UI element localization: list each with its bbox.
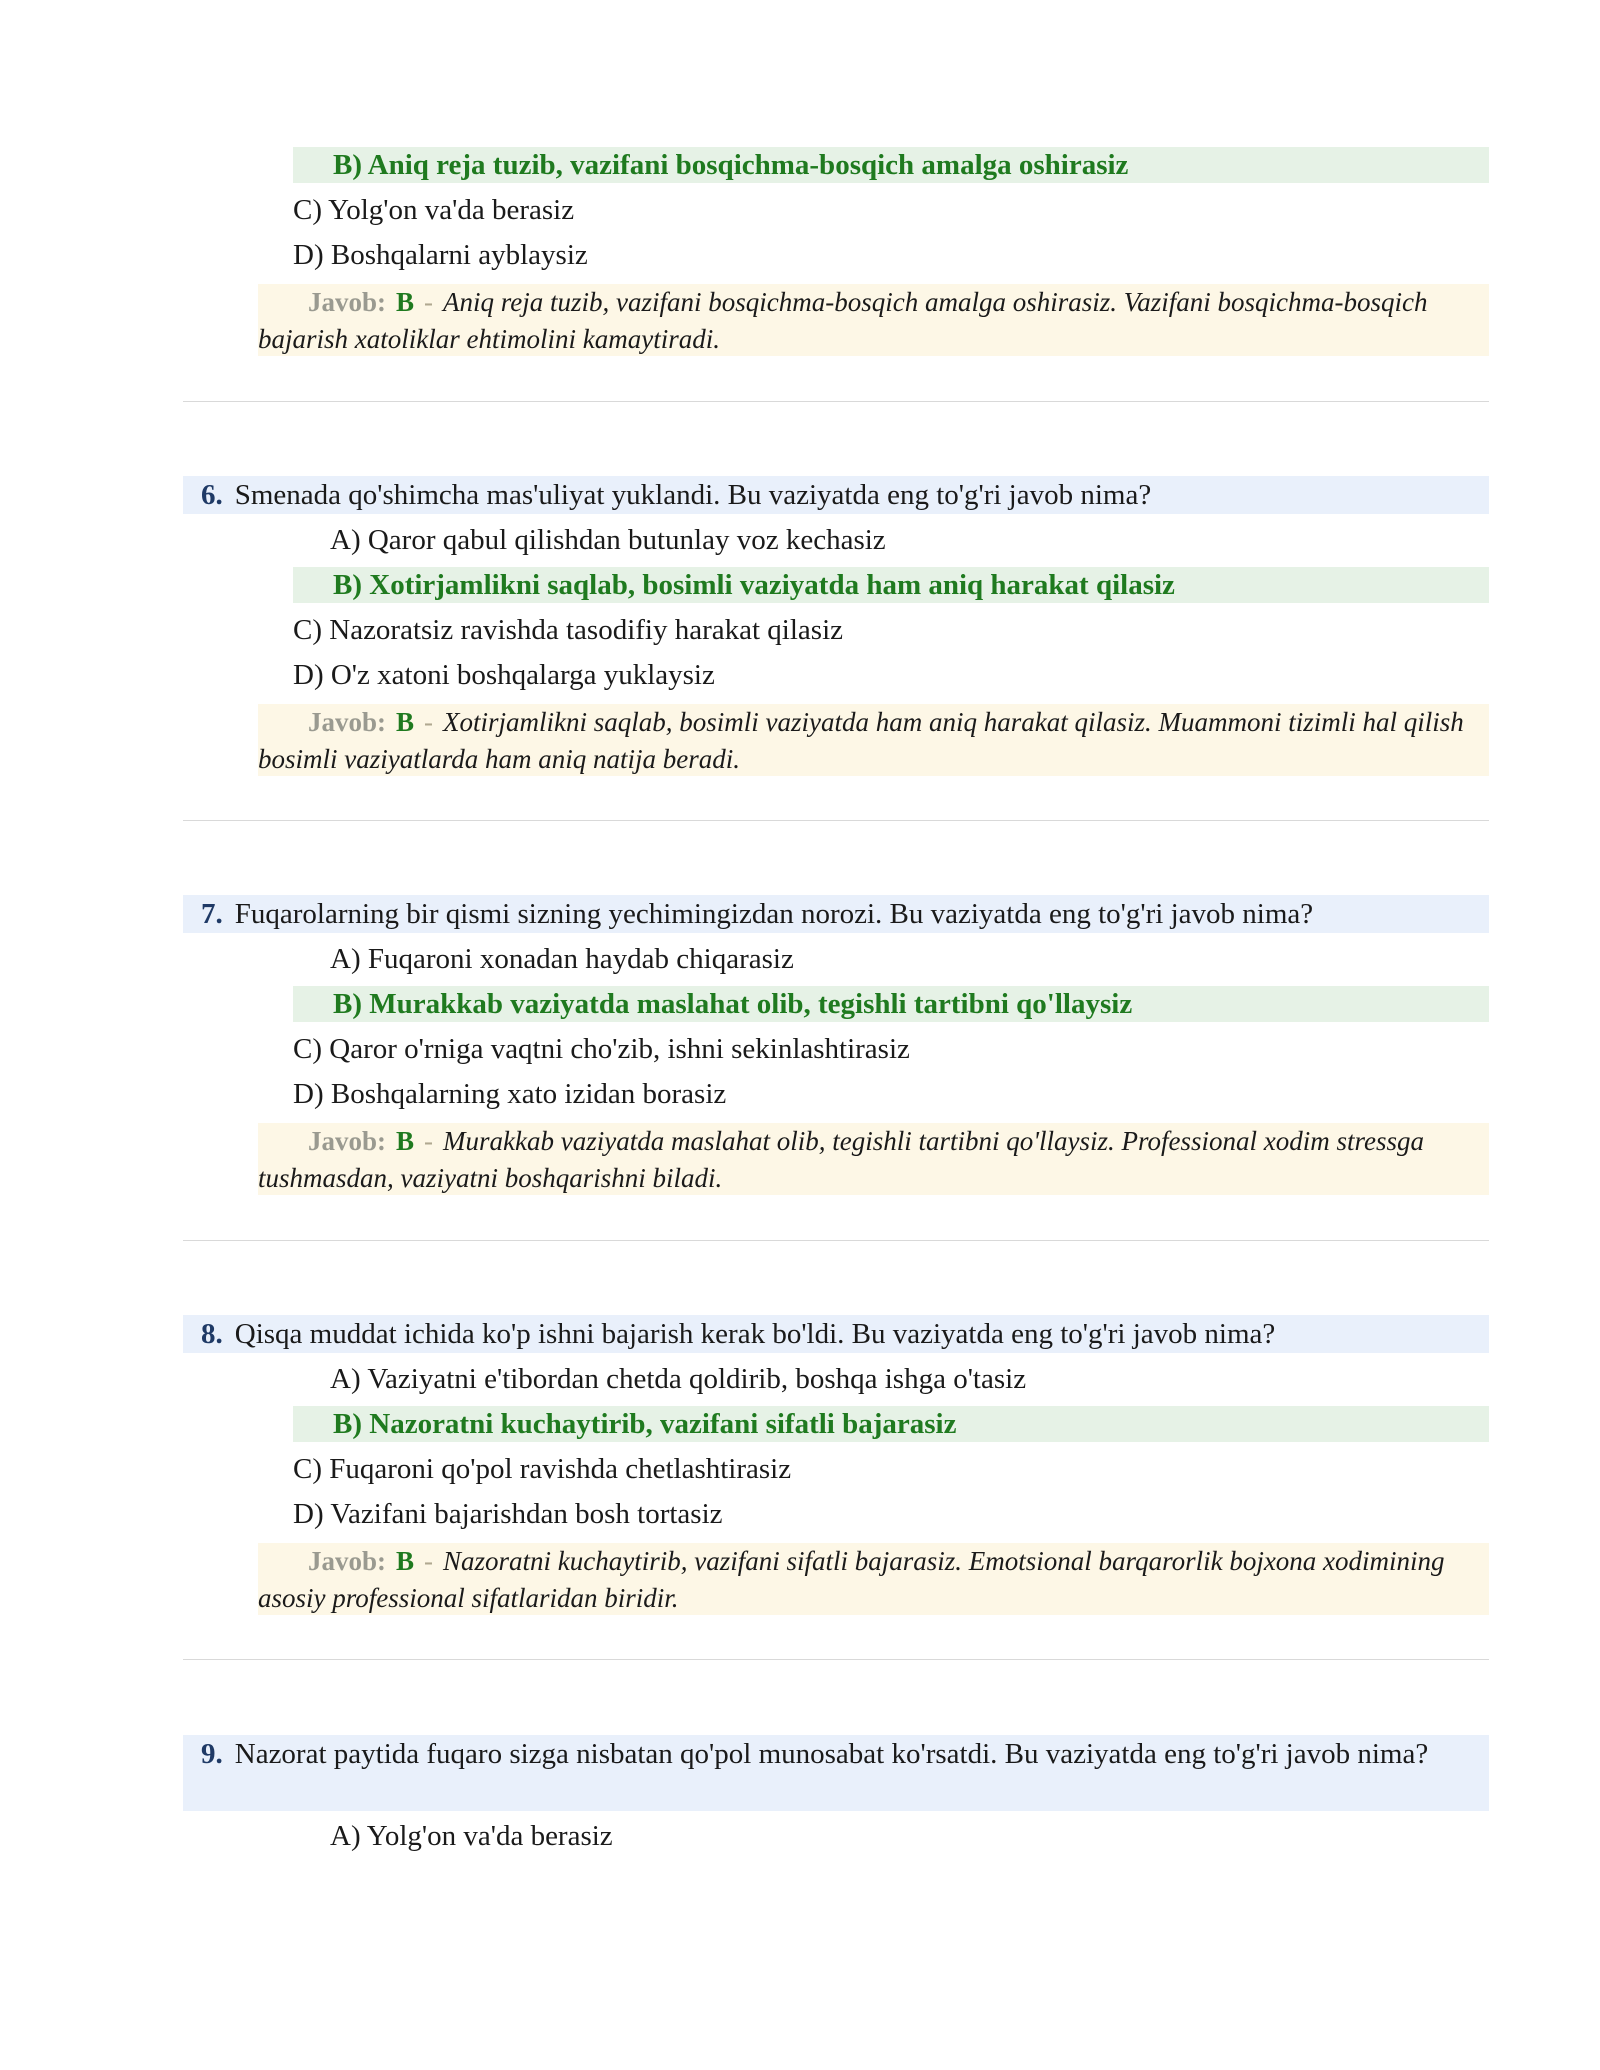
divider bbox=[183, 401, 1489, 402]
q9-question-box bbox=[183, 1735, 1489, 1811]
q7-answer-box bbox=[258, 1123, 1489, 1195]
q6-option-d: D) O'z xatoni boshqalarga yuklaysiz bbox=[293, 659, 715, 691]
answer-label: Javob: bbox=[308, 1126, 387, 1156]
answer-dash: - bbox=[424, 1126, 434, 1156]
q8-question-box bbox=[183, 1315, 1489, 1353]
q5-option-b-correct: B) Aniq reja tuzib, vazifani bosqichma-bosqich amalga oshirasiz bbox=[293, 147, 1489, 183]
q7-number: 7. bbox=[201, 898, 223, 930]
q5-option-d: D) Boshqalarni ayblaysiz bbox=[293, 239, 588, 271]
q8-question-line bbox=[183, 1315, 1489, 1353]
q8-option-b-correct: B) Nazoratni kuchaytirib, vazifani sifatli bajarasiz bbox=[293, 1406, 1489, 1442]
answer-explanation: Aniq reja tuzib, vazifani bosqichma-bosqich amalga oshirasiz. Vazifani bosqichma-bosqich bajarish xatoliklar ehtimolini kamaytiradi. bbox=[258, 287, 1428, 354]
q6-question-text: Smenada qo'shimcha mas'uliyat yuklandi. Bu vaziyatda eng to'g'ri javob nima? bbox=[234, 479, 1152, 511]
answer-dash: - bbox=[424, 287, 434, 317]
q9-question-text: Nazorat paytida fuqaro sizga nisbatan qo'pol munosabat ko'rsatdi. Bu vaziyatda eng to'g'ri javob nima? bbox=[234, 1738, 1429, 1770]
q6-question-box bbox=[183, 476, 1489, 514]
answer-label: Javob: bbox=[308, 1546, 387, 1576]
q5-answer-box bbox=[258, 284, 1489, 356]
q7-question-line bbox=[183, 895, 1489, 933]
answer-explanation: Nazoratni kuchaytirib, vazifani sifatli bajarasiz. Emotsional barqarorlik bojxona xodimining asosiy professional sifatlaridan biridir. bbox=[258, 1546, 1445, 1613]
q7-option-b-correct: B) Murakkab vaziyatda maslahat olib, tegishli tartibni qo'llaysiz bbox=[293, 986, 1489, 1022]
q6-option-c: C) Nazoratsiz ravishda tasodifiy harakat qilasiz bbox=[293, 614, 843, 646]
q6-question-line bbox=[183, 476, 1489, 514]
q8-answer-box bbox=[258, 1543, 1489, 1615]
q5-option-c: C) Yolg'on va'da berasiz bbox=[293, 194, 575, 226]
q8-option-a: A) Vaziyatni e'tibordan chetda qoldirib, boshqa ishga o'tasiz bbox=[330, 1363, 1027, 1395]
q7-option-a: A) Fuqaroni xonadan haydab chiqarasiz bbox=[330, 943, 794, 975]
q6-answer-box bbox=[258, 704, 1489, 776]
q8-question-text: Qisqa muddat ichida ko'p ishni bajarish kerak bo'ldi. Bu vaziyatda eng to'g'ri javob nima? bbox=[234, 1318, 1276, 1350]
q6-number: 6. bbox=[201, 479, 223, 511]
q7-answer-line bbox=[258, 1123, 1489, 1197]
q6-answer-line bbox=[258, 704, 1489, 778]
answer-letter: B bbox=[396, 707, 415, 737]
q9-question-line bbox=[183, 1735, 1489, 1773]
answer-label: Javob: bbox=[308, 287, 387, 317]
q8-number: 8. bbox=[201, 1318, 223, 1350]
q6-option-b-correct: B) Xotirjamlikni saqlab, bosimli vaziyatda ham aniq harakat qilasiz bbox=[293, 567, 1489, 603]
q9-number: 9. bbox=[201, 1738, 223, 1770]
q8-answer-line bbox=[258, 1543, 1489, 1617]
q7-question-box bbox=[183, 895, 1489, 933]
q7-option-d: D) Boshqalarning xato izidan borasiz bbox=[293, 1078, 727, 1110]
answer-label: Javob: bbox=[308, 707, 387, 737]
divider bbox=[183, 820, 1489, 821]
divider bbox=[183, 1240, 1489, 1241]
q7-question-text: Fuqarolarning bir qismi sizning yechimingizdan norozi. Bu vaziyatda eng to'g'ri javob nima? bbox=[234, 898, 1314, 930]
answer-letter: B bbox=[396, 1546, 415, 1576]
q6-option-a: A) Qaror qabul qilishdan butunlay voz kechasiz bbox=[330, 524, 886, 556]
answer-dash: - bbox=[424, 1546, 434, 1576]
q8-option-d: D) Vazifani bajarishdan bosh tortasiz bbox=[293, 1498, 723, 1530]
q7-option-c: C) Qaror o'rniga vaqtni cho'zib, ishni sekinlashtirasiz bbox=[293, 1033, 910, 1065]
divider bbox=[183, 1659, 1489, 1660]
answer-letter: B bbox=[396, 287, 415, 317]
answer-dash: - bbox=[424, 707, 434, 737]
answer-explanation: Xotirjamlikni saqlab, bosimli vaziyatda ham aniq harakat qilasiz. Muammoni tizimli hal qilish bosimli vaziyatlarda ham aniq natija beradi. bbox=[258, 707, 1464, 774]
answer-letter: B bbox=[396, 1126, 415, 1156]
q5-answer-line bbox=[258, 284, 1489, 358]
q8-option-c: C) Fuqaroni qo'pol ravishda chetlashtirasiz bbox=[293, 1453, 792, 1485]
answer-explanation: Murakkab vaziyatda maslahat olib, tegishli tartibni qo'llaysiz. Professional xodim stressga tushmasdan, vaziyatni boshqarishni biladi. bbox=[258, 1126, 1425, 1193]
q9-option-a: A) Yolg'on va'da berasiz bbox=[330, 1820, 613, 1852]
